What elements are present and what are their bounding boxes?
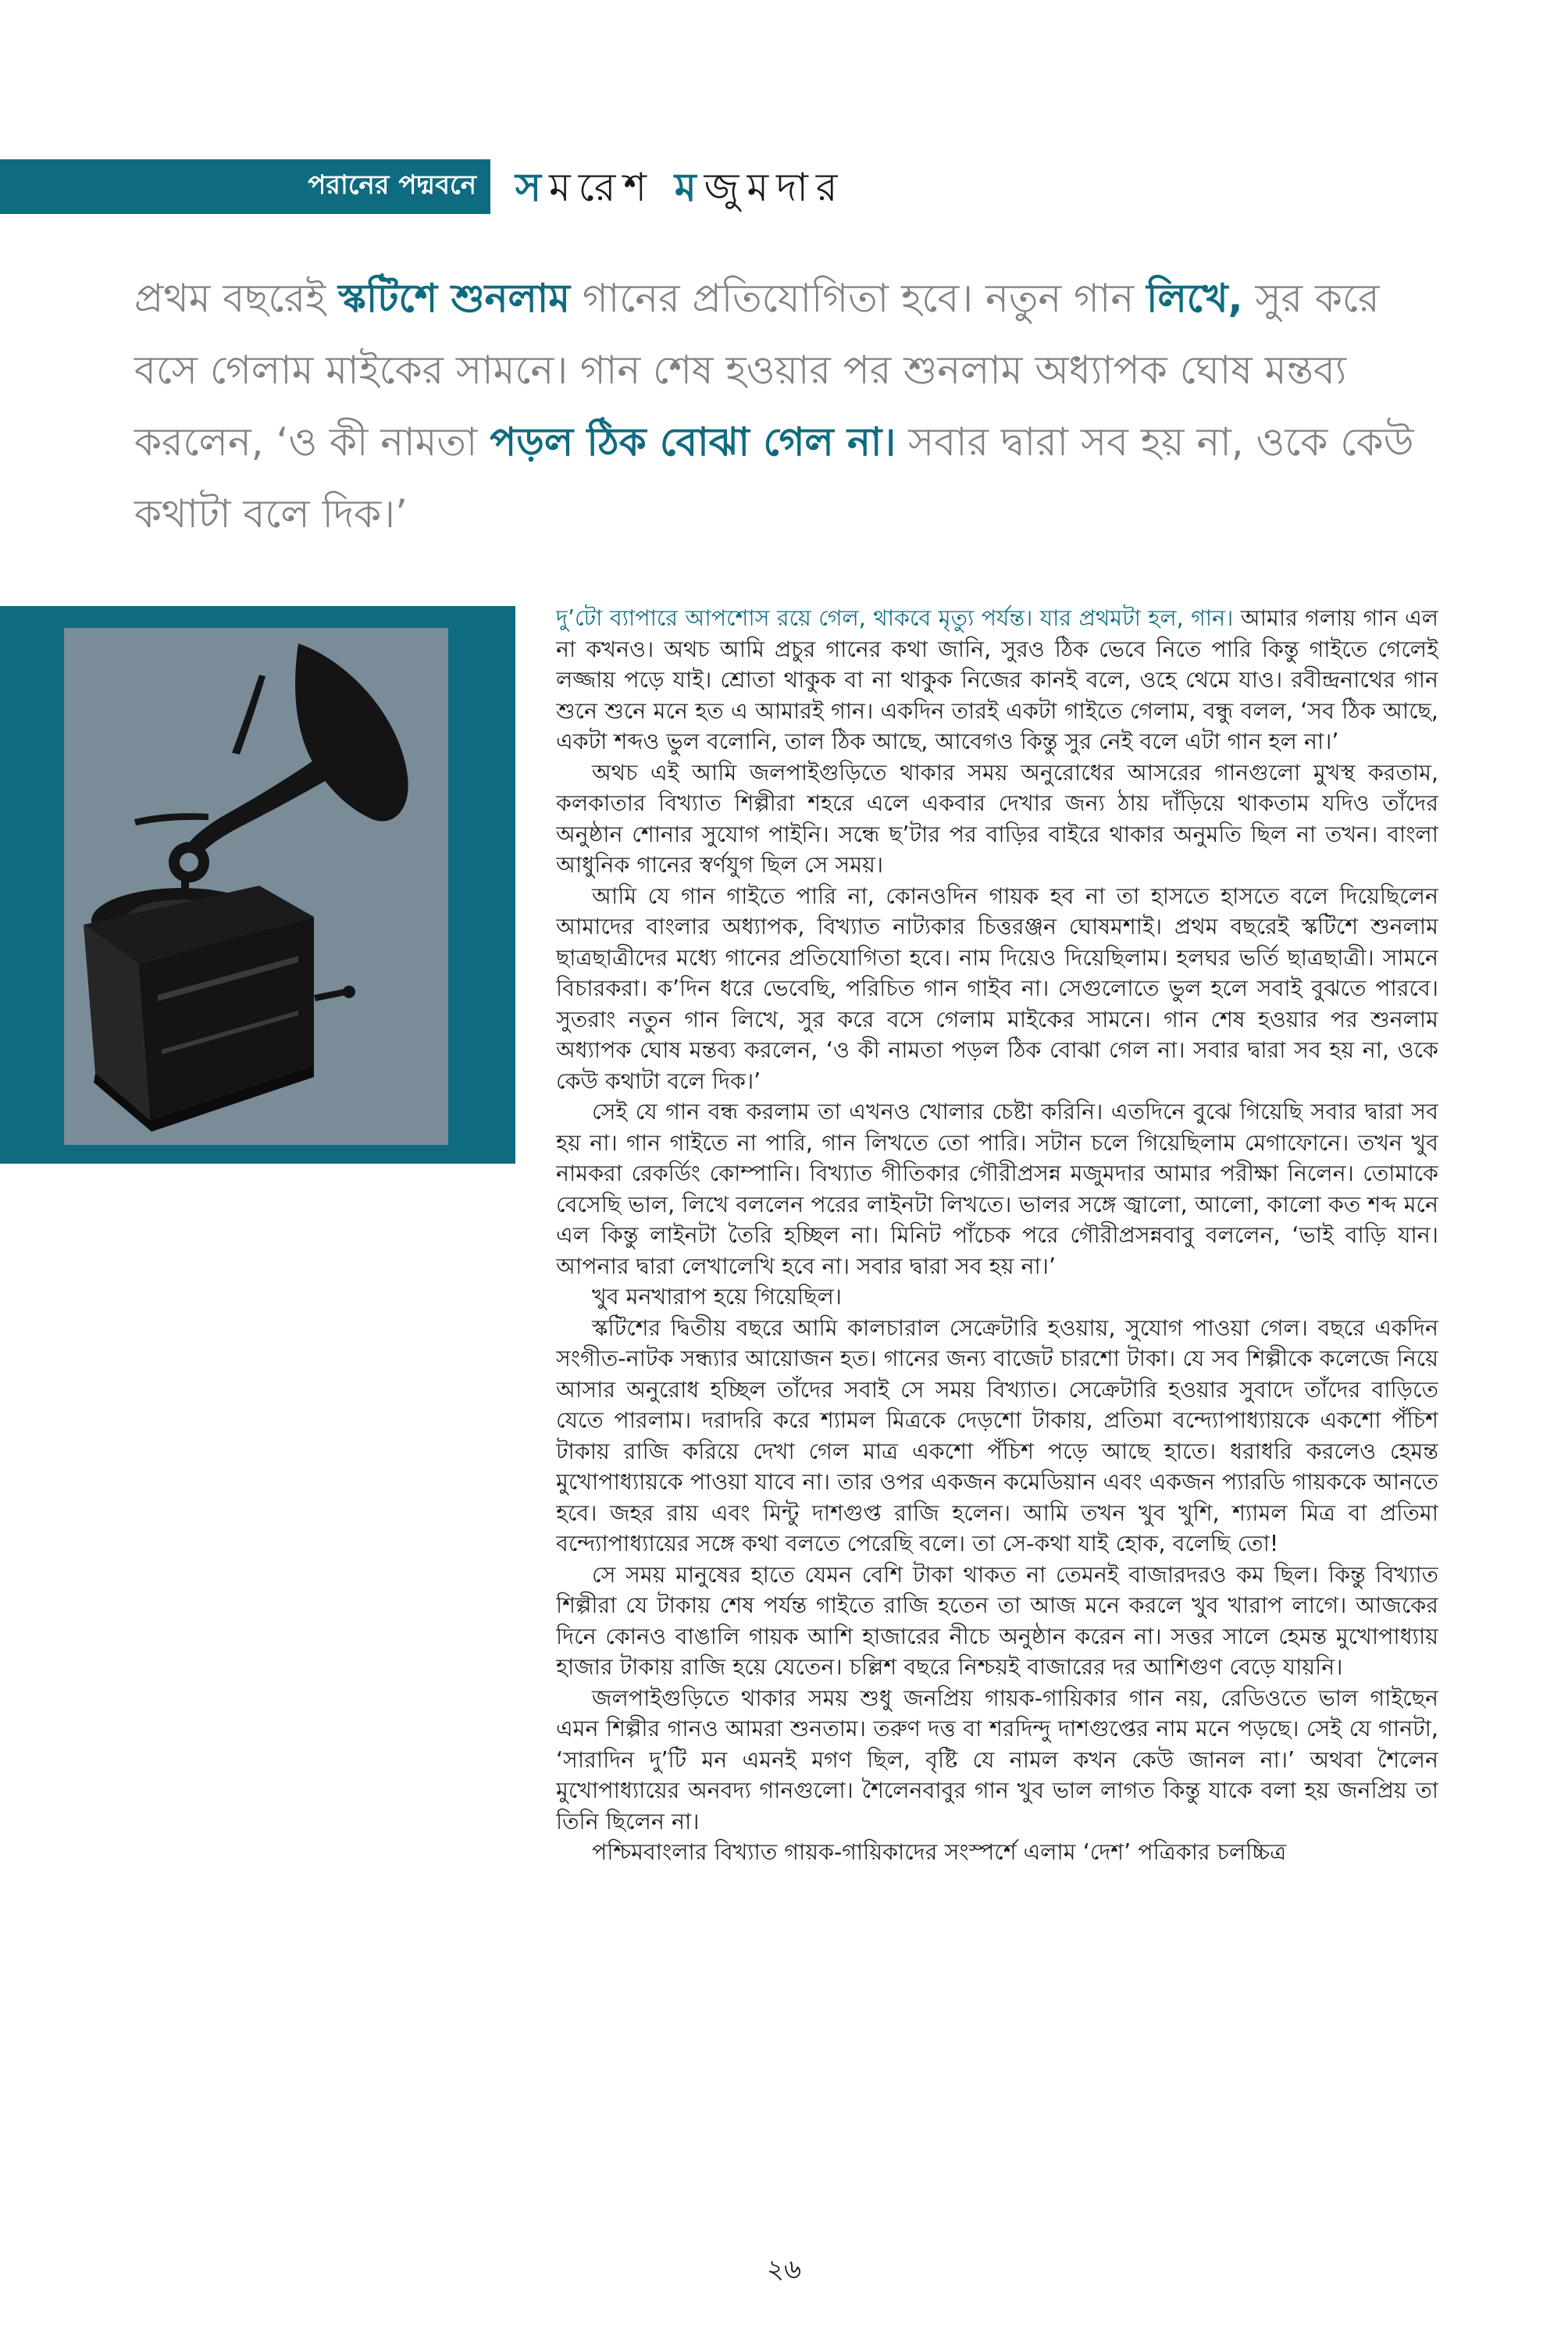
pull-quote-part: গানের প্রতিযোগিতা হবে। নতুন গান [570,276,1147,321]
article-body [556,603,1438,2196]
article-paragraph: আমি যে গান গাইতে পারি না, কোনওদিন গায়ক হব না তা হাসতে হাসতে বলে দিয়েছিলেন আমাদের বাংলার অধ্যাপক, বিখ্যাত নাট্যকার চিত্তরঞ্জন ঘোষমশাই। প্রথম বছরেই স্কটিশে শুনলাম ছাত্রছাত্রীদের মধ্যে গানের প্রতিযোগিতা হবে। নাম দিয়েও দিয়েছিলাম। হলঘর ভর্তি ছাত্রছাত্রী। সামনে বিচারকরা। ক’দিন ধরে ভেবেছি, পরিচিত গান গাইব না। সেগুলোতে ভুল হলে সবাই বুঝতে পারবে। সুতরাং নতুন গান লিখে, সুর করে বসে গেলাম মাইকের সামনে। গান শেষ হওয়ার পর শুনলাম অধ্যাপক ঘোষ মন্তব্য করলেন, ‘ও কী নামতা পড়ল ঠিক বোঝা গেল না। সবার দ্বারা সব হয় না, ওকে কেউ কথাটা বলে দিক।’ [556,883,1438,1094]
article-paragraph: স্কটিশের দ্বিতীয় বছরে আমি কালচারাল সেক্রেটারি হওয়ায়, সুযোগ পাওয়া গেল। বছরে একদিন সংগীত-নাটক সন্ধ্যার আয়োজন হত। গানের জন্য বাজেট চারশো টাকা। যে সব শিল্পীকে কলেজে নিয়ে আসার অনুরোধ হচ্ছিল তাঁদের সবাই সে সময় বিখ্যাত। সেক্রেটারি হওয়ার সুবাদে তাঁদের বাড়িতে যেতে পারলাম। দরাদরি করে শ্যামল মিত্রকে দেড়শো টাকায়, প্রতিমা বন্দ্যোপাধ্যায়কে একশো পঁচিশ টাকায় রাজি করিয়ে দেখা গেল মাত্র একশো পঁচিশ পড়ে আছে হাতে। ধরাধরি করলেও হেমন্ত মুখোপাধ্যায়কে পাওয়া যাবে না। তার ওপর একজন কমেডিয়ান এবং একজন প্যারডি গায়ককে আনতে হবে। জহর রায় এবং মিন্টু দাশগুপ্ত রাজি হলেন। আমি তখন খুব খুশি, শ্যামল মিত্র বা প্রতিমা বন্দ্যোপাধ্যায়ের সঙ্গে কথা বলতে পেরেছি বলে। তা সে-কথা যাই হোক, বলেছি তো! [556,1314,1438,1557]
article-paragraph-text: আমার গলায় গান এল না কখনও। অথচ আমি প্রচুর গানের কথা জানি, সুরও ঠিক ভেবে নিতে পারি কিন্তু গাইতে গেলেই লজ্জায় পড়ে যাই। শ্রোতা থাকুক বা না থাকুক নিজের কানই বলে, ওহে থেমে যাও। রবীন্দ্রনাথের গান শুনে শুনে মনে হত এ আমারই গান। একদিন তারই একটা গাইতে গেলাম, বন্ধু বলল, ‘সব ঠিক আছে, একটা শব্দও ভুল বলোনি, তাল ঠিক আছে, আবেগও কিন্তু সুর নেই বলে এটা গান হল না।’ [556,605,1438,754]
column-header-bar [0,159,490,214]
page-number: ২৬ [766,2254,802,2285]
pull-quote-highlight: পড়ল ঠিক বোঝা গেল না। [490,419,896,465]
gramophone-illustration [64,628,448,1145]
author-last-rest: জুমদার [704,165,846,210]
author-first-initial: স [515,165,550,210]
article-paragraph: জলপাইগুড়িতে থাকার সময় শুধু জনপ্রিয় গায়ক-গায়িকার গান নয়, রেডিওতে ভাল গাইছেন এমন শিল্পীর গানও আমরা শুনতাম। তরুণ দত্ত বা শরদিন্দু দাশগুপ্তের নাম মনে পড়ছে। সেই যে গানটা, ‘সারাদিন দু’টি মন এমনই মগণ ছিল, বৃষ্টি যে নামল কখন কেউ জানল না।’ অথবা শৈলেন মুখোপাধ্যায়ের অনবদ্য গানগুলো। শৈলেনবাবুর গান খুব ভাল লাগত কিন্তু যাকে বলা হয় জনপ্রিয় তা তিনি ছিলেন না। [556,1685,1438,1835]
pull-quote-highlight: লিখে, [1146,276,1243,321]
pull-quote-highlight: স্কটিশে শুনলাম [337,276,571,321]
article-paragraph: সেই যে গান বন্ধ করলাম তা এখনও খোলার চেষ্টা করিনি। এতদিনে বুঝে গিয়েছি সবার দ্বারা সব হয় না। গান গাইতে না পারি, গান লিখতে তো পারি। সটান চলে গিয়েছিলাম মেগাফোনে। তখন খুব নামকরা রেকর্ডিং কোম্পানি। বিখ্যাত গীতিকার গৌরীপ্রসন্ন মজুমদার আমার পরীক্ষা নিলেন। তোমাকে বেসেছি ভাল, লিখে বললেন পরের লাইনটা লিখতে। ভালর সঙ্গে জ্বালো, আলো, কালো কত শব্দ মনে এল কিন্তু লাইনটা তৈরি হচ্ছিল না। মিনিট পাঁচেক পরে গৌরীপ্রসন্নবাবু বললেন, ‘ভাই বাড়ি যান। আপনার দ্বারা লেখালেখি হবে না। সবার দ্বারা সব হয় না।’ [556,1099,1438,1279]
article-paragraph: পশ্চিমবাংলার বিখ্যাত গায়ক-গায়িকাদের সংস্পর্শে এলাম ‘দেশ’ পত্রিকার চলচ্চিত্র [592,1839,1287,1865]
pull-quote [134,262,1446,550]
author-last-initial: ম [674,165,704,210]
author-name [515,156,845,219]
column-title: পরানের পদ্মবনে [308,169,476,201]
pull-quote-part: প্রথম বছরেই [134,276,338,321]
pull-quote-part: সবার দ্বারা সব হয় না, ওকে কেউ কথাটা বলে দিক।’ [134,419,1414,537]
article-paragraph: খুব মনখারাপ হয়ে গিয়েছিল। [592,1284,842,1310]
author-first-rest: মরেশ [549,165,654,210]
gramophone-image-frame [0,606,515,1164]
article-lead-in: দু’টো ব্যাপারে আপশোস রয়ে গেল, থাকবে মৃত্যু পর্যন্ত। যার প্রথমটা হল, গান। [556,605,1234,631]
pull-quote-part: সুর করে বসে গেলাম মাইকের সামনে। গান শেষ হওয়ার পর শুনলাম অধ্যাপক ঘোষ মন্তব্য করলেন, ‘ও কী নামতা [134,276,1380,465]
gramophone-icon [64,628,448,1145]
article-paragraph: অথচ এই আমি জলপাইগুড়িতে থাকার সময় অনুরোধের আসরের গানগুলো মুখস্থ করতাম, কলকাতার বিখ্যাত শিল্পীরা শহরে এলে একবার দেখার জন্য ঠায় দাঁড়িয়ে থাকতাম যদিও তাঁদের অনুষ্ঠান শোনার সুযোগ পাইনি। সন্ধে ছ’টার পর বাড়ির বাইরে থাকার অনুমতি ছিল না তখন। বাংলা আধুনিক গানের স্বর্ণযুগ ছিল সে সময়। [556,759,1438,878]
article-paragraph [556,603,1438,758]
article-paragraph: সে সময় মানুষের হাতে যেমন বেশি টাকা থাকত না তেমনই বাজারদরও কম ছিল। কিন্তু বিখ্যাত শিল্পীরা যে টাকায় শেষ পর্যন্ত গাইতে রাজি হতেন তা আজ মনে করলে খুব খারাপ লাগে। আজকের দিনে কোনও বাঙালি গায়ক আশি হাজারের নীচে অনুষ্ঠান করেন না। সত্তর সালে হেমন্ত মুখোপাধ্যায় হাজার টাকায় রাজি হয়ে যেতেন। চল্লিশ বছরে নিশ্চয়ই বাজারের দর আশিগুণ বেড়ে যায়নি। [556,1561,1438,1680]
